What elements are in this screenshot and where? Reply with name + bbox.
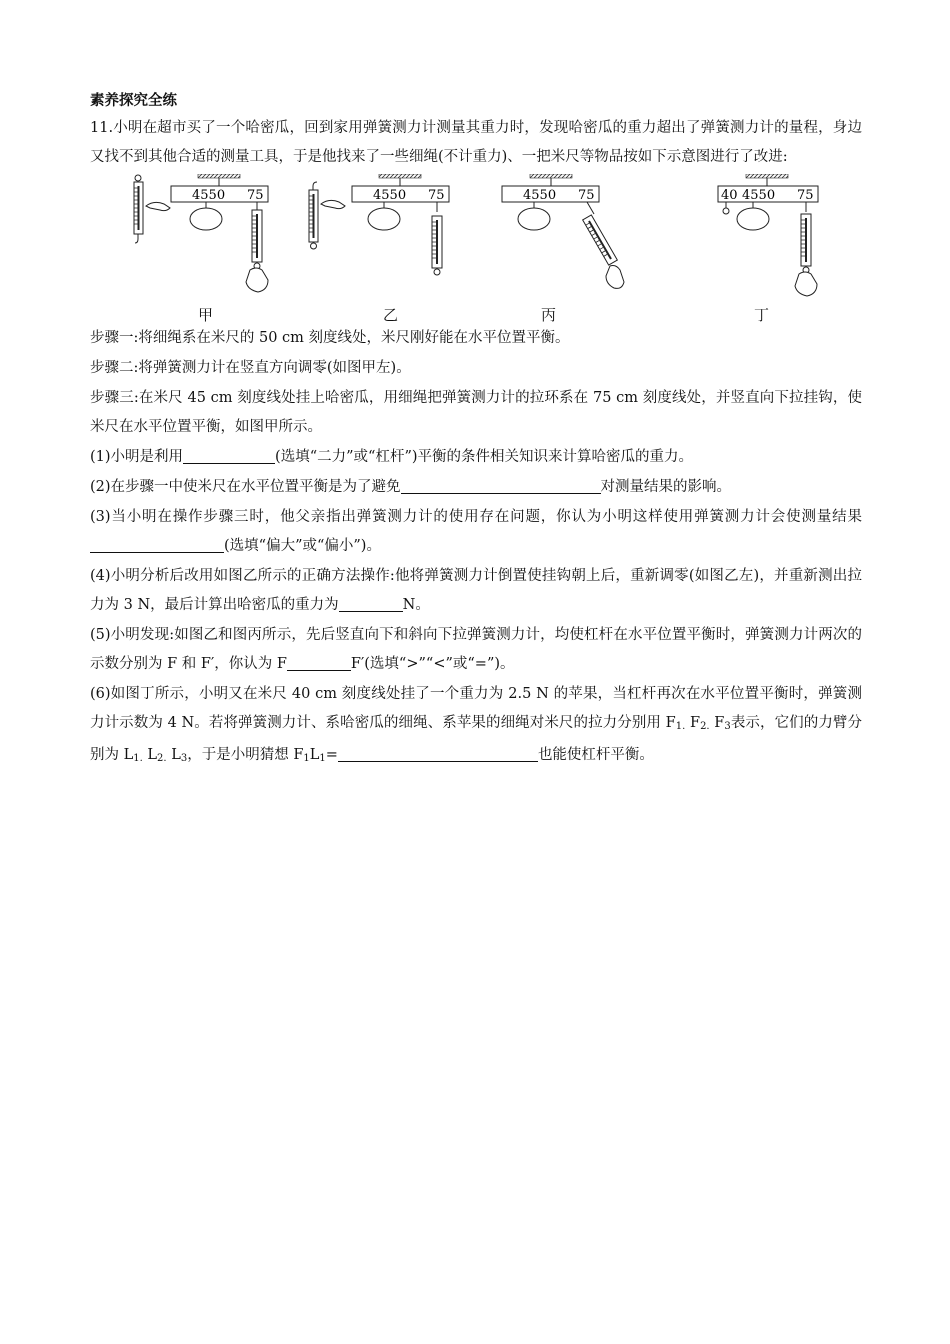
section-title: 素养探究全练 xyxy=(90,93,177,109)
figure-caption-jia: 甲 xyxy=(198,306,214,324)
experiment-diagram xyxy=(90,174,862,324)
figure-ding xyxy=(718,174,818,296)
spring-scale-left-jia xyxy=(134,175,170,243)
ruler-text-left: 4550 xyxy=(192,188,226,203)
answer-blank-2[interactable] xyxy=(401,476,601,494)
spring-scale-left-yi xyxy=(309,182,345,249)
answer-blank-5[interactable] xyxy=(287,653,351,671)
melon-icon xyxy=(518,208,550,230)
question-intro: 11.小明在超市买了一个哈密瓜，回到家用弹簧测力计测量其重力时，发现哈密瓜的重力超出了弹簧测力计的量程，身边又找不到其他合适的测量工具，于是他找来了一些细绳(不计重力)、一把米尺等物品按如下示意图进行了改进: xyxy=(90,120,862,165)
svg-text:75: 75 xyxy=(797,188,814,203)
step-2: 步骤二:将弹簧测力计在竖直方向调零(如图甲左)。 xyxy=(90,360,411,376)
answer-blank-3[interactable] xyxy=(90,535,224,553)
melon-icon xyxy=(368,208,400,230)
svg-text:75: 75 xyxy=(578,188,595,203)
apple-icon xyxy=(723,208,729,214)
answer-blank-4[interactable] xyxy=(339,594,403,612)
question-4: (4)小明分析后改用如图乙所示的正确方法操作:他将弹簧测力计倒置使挂钩朝上后，重新调零(如图乙左)，并重新测出拉力为 3 N，最后计算出哈密瓜的重力为 N。 xyxy=(90,568,862,613)
step-3: 步骤三:在米尺 45 cm 刻度线处挂上哈密瓜，用细绳把弹簧测力计的拉环系在 75 cm 刻度线处，并竖直向下拉挂钩，使米尺在水平位置平衡，如图甲所示。 xyxy=(90,390,862,435)
question-1: (1)小明是利用 (选填“二力”或“杠杆”)平衡的条件相关知识来计算哈密瓜的重力。 xyxy=(90,443,862,472)
melon-icon xyxy=(190,208,222,230)
question-5: (5)小明发现:如图乙和图丙所示，先后竖直向下和斜向下拉弹簧测力计，均使杠杆在水平位置平衡时，弹簧测力计两次的示数分别为 F 和 F′，你认为 F F′(选填“>”“<”或“=”)。 xyxy=(90,627,862,672)
document-page xyxy=(90,88,862,773)
experiment-figures xyxy=(90,174,862,324)
figure-caption-ding: 丁 xyxy=(754,306,770,324)
figure-yi xyxy=(309,174,449,275)
svg-text:4550: 4550 xyxy=(373,188,407,203)
svg-text:4550: 4550 xyxy=(742,188,776,203)
svg-text:75: 75 xyxy=(428,188,445,203)
svg-text:4550: 4550 xyxy=(523,188,557,203)
figure-caption-yi: 乙 xyxy=(383,306,399,324)
figure-jia xyxy=(134,174,268,292)
ruler-text-right: 75 xyxy=(247,188,264,203)
melon-icon xyxy=(737,208,769,230)
figure-bing xyxy=(502,174,624,288)
question-6: (6)如图丁所示，小明又在米尺 40 cm 刻度线处挂了一个重力为 2.5 N 的苹果，当杠杆再次在水平位置平衡时，弹簧测力计示数为 4 N。若将弹簧测力计、系哈密瓜的细绳、系苹果的细绳对米尺的拉力分别用 $F_{1.}$ $F_{2.}$ $F_3$表示，它们的力臂分别为 $L_{1.}$ $L_{2.}$ $L_3$，于是小明猜想 $F_1L_1=$ 也能使杠杆平衡。 xyxy=(90,686,863,764)
answer-blank-1[interactable] xyxy=(183,446,275,464)
question-3: (3)当小明在操作步骤三时，他父亲指出弹簧测力计的使用存在问题，你认为小明这样使用弹簧测力计会使测量结果(选填“偏大”或“偏小”)。 xyxy=(90,509,862,554)
step-1: 步骤一:将细绳系在米尺的 50 cm 刻度线处，米尺刚好能在水平位置平衡。 xyxy=(90,330,570,346)
figure-caption-bing: 丙 xyxy=(541,306,557,324)
answer-blank-6[interactable] xyxy=(338,744,538,762)
question-2: (2)在步骤一中使米尺在水平位置平衡是为了避免 对测量结果的影响。 xyxy=(90,473,862,502)
svg-text:40: 40 xyxy=(721,188,738,203)
